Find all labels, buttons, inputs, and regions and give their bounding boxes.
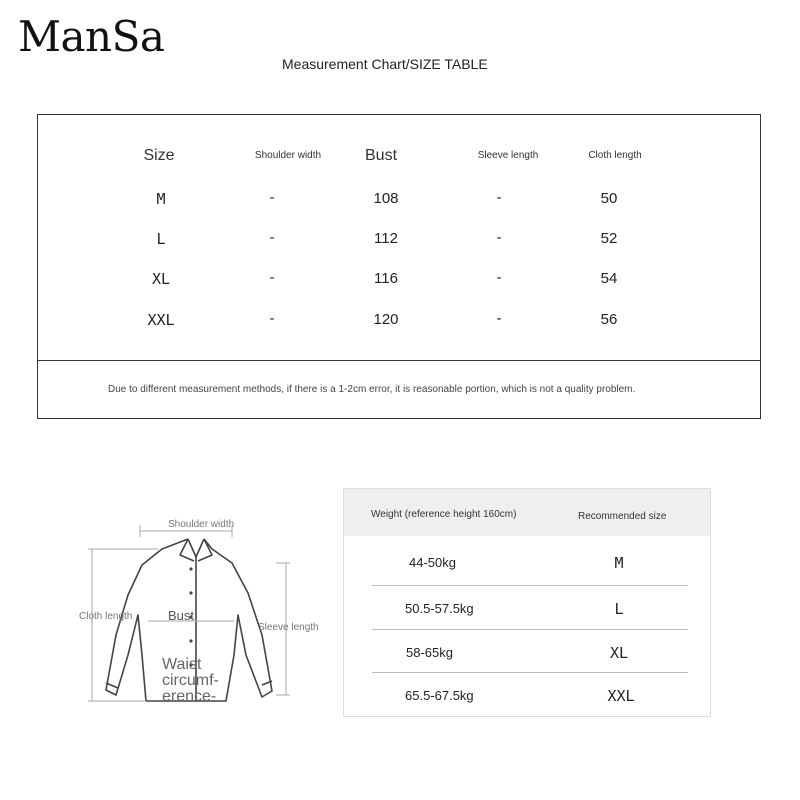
ref-cell-weight: 58-65kg [406,645,453,660]
table-cell-size: XL [151,270,171,288]
table-cell-shoulder: - [269,229,275,246]
header-size: Size [143,147,175,164]
chart-title: Measurement Chart/SIZE TABLE [282,56,488,72]
table-cell-sleeve: - [496,310,502,327]
diagram-label-sleeve-length: Sleeve length [258,622,319,633]
table-cell-bust: 116 [374,270,398,287]
ref-row-divider [372,629,688,630]
table-cell-sleeve: - [496,229,502,246]
garment-diagram [76,505,336,725]
ref-cell-weight: 44-50kg [409,555,456,570]
table-cell-size: L [156,230,166,248]
weight-reference-table [343,488,711,717]
table-divider [38,360,760,361]
ref-cell-size: XL [609,644,629,662]
ref-cell-size: XXL [607,687,635,705]
header-shoulder-width: Shoulder width [254,150,322,161]
ref-header-weight: Weight (reference height 160cm) [371,509,517,520]
diagram-label-waist: Waist circumf- erence- [162,656,219,705]
table-cell-cloth: 56 [600,311,618,328]
measurement-note: Due to different measurement methods, if there is a 1-2cm error, it is reasonable portion, which is not a quality problem. [108,384,636,395]
ref-cell-weight: 65.5-67.5kg [405,688,474,703]
ref-cell-size: L [614,600,624,618]
table-cell-size: XXL [147,311,175,329]
ref-header-size: Recommended size [578,511,667,522]
table-cell-sleeve: - [496,269,502,286]
header-cloth-length: Cloth length [588,150,642,161]
table-cell-size: M [156,190,166,208]
header-sleeve-length: Sleeve length [477,150,539,161]
header-bust: Bust [364,147,398,164]
table-cell-shoulder: - [269,189,275,206]
table-cell-bust: 108 [373,190,399,207]
table-cell-cloth: 52 [600,230,618,247]
table-cell-bust: 112 [374,230,398,247]
ref-cell-weight: 50.5-57.5kg [405,601,474,616]
size-table [37,114,761,419]
ref-row-divider [372,672,688,673]
diagram-label-bust: Bust [168,608,195,623]
diagram-label-shoulder: Shoulder width [168,519,235,530]
table-cell-cloth: 54 [600,270,618,287]
ref-row-divider [372,585,688,586]
diagram-label-cloth-length: Cloth length [79,611,133,622]
table-cell-shoulder: - [269,310,275,327]
table-cell-sleeve: - [496,189,502,206]
table-cell-cloth: 50 [600,190,618,207]
table-cell-bust: 120 [373,311,399,328]
brand-logo: ManSa [18,12,165,61]
ref-cell-size: M [614,554,624,572]
table-cell-shoulder: - [269,269,275,286]
